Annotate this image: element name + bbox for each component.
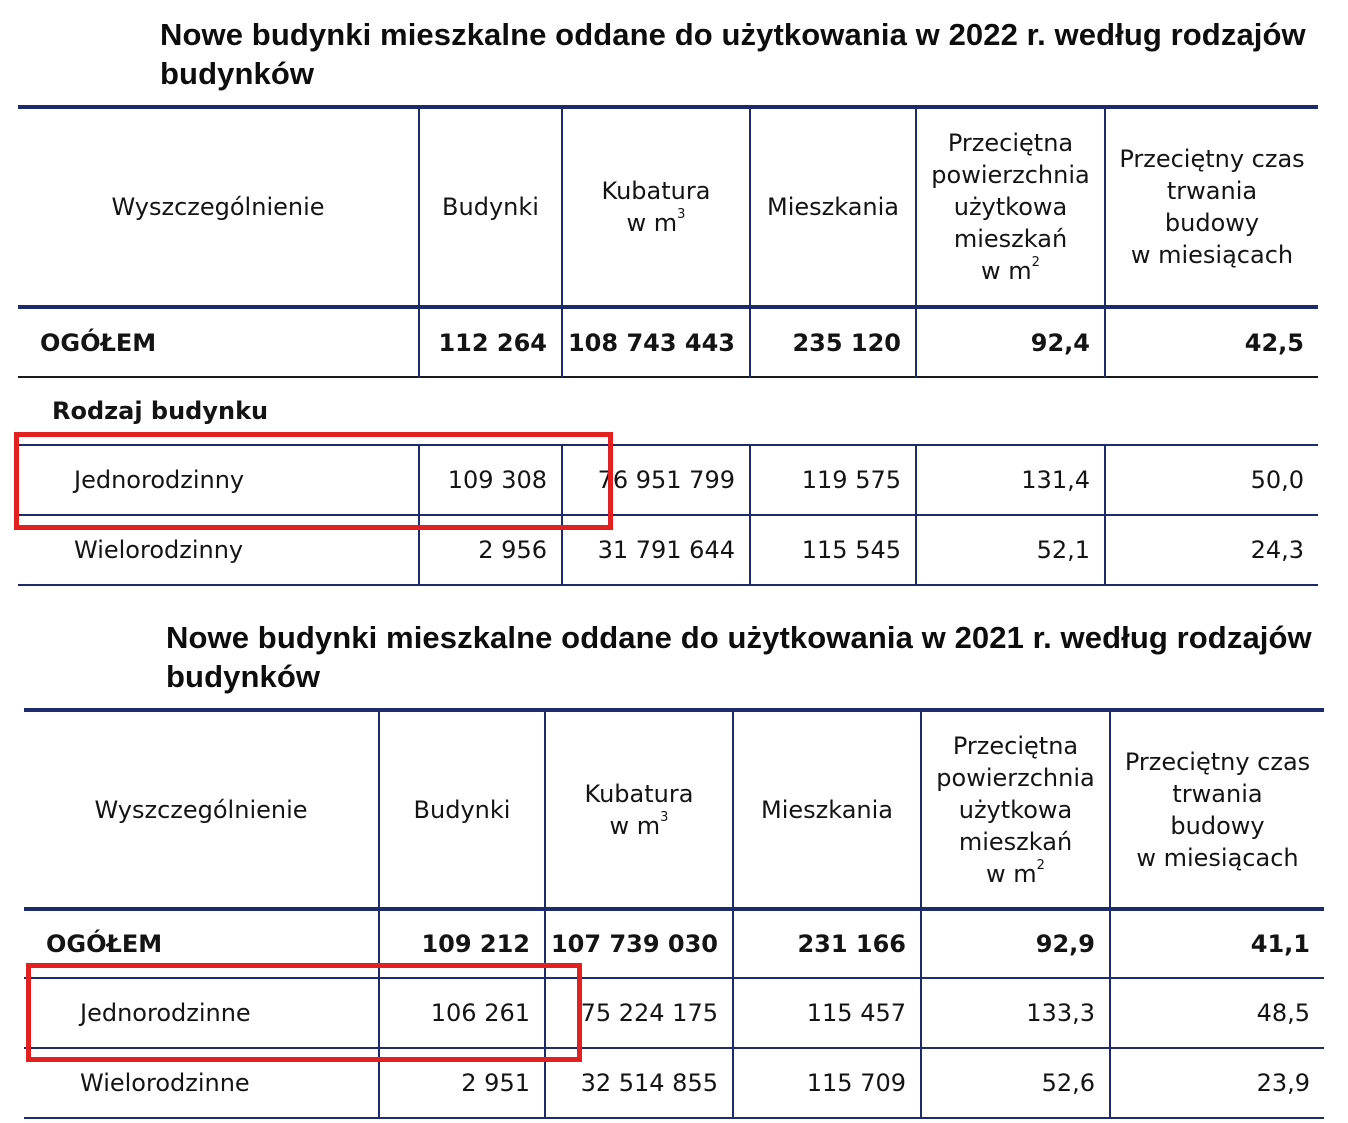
header-powierzchnia	[921, 710, 1110, 909]
row-budynki: 2 951	[379, 1048, 545, 1118]
header-budynki: Budynki	[419, 107, 562, 307]
row-powierzchnia: 131,4	[916, 445, 1105, 515]
row-label: Jednorodzinny	[74, 466, 245, 494]
header-kubatura-sup: 3	[677, 207, 686, 222]
row-budynki: 2 956	[419, 515, 562, 585]
header-powierzchnia-line1: Przeciętna	[952, 731, 1079, 760]
row-label: Wielorodzinny	[74, 536, 244, 564]
header-kubatura-line1: Kubatura	[584, 779, 694, 808]
row-czas: 48,5	[1110, 978, 1324, 1048]
header-czas-line3: budowy	[1164, 209, 1260, 237]
row-powierzchnia: 52,1	[916, 515, 1105, 585]
row-label: Jednorodzinne	[80, 999, 251, 1027]
table-row	[24, 978, 1324, 1048]
header-kubatura-line2: w m	[626, 209, 678, 237]
table-row	[18, 515, 1318, 585]
row-powierzchnia: 133,3	[921, 978, 1110, 1048]
header-czas-line3: budowy	[1170, 811, 1265, 840]
table-row	[24, 1048, 1324, 1118]
row-czas: 24,3	[1105, 515, 1318, 585]
header-powierzchnia-sup: 2	[1036, 857, 1045, 873]
total-kubatura: 107 739 030	[545, 909, 733, 978]
header-kubatura	[545, 710, 733, 909]
row-budynki: 109 308	[419, 445, 562, 515]
row-kubatura: 76 951 799	[562, 445, 750, 515]
total-kubatura: 108 743 443	[562, 307, 750, 377]
header-powierzchnia-line3: użytkowa	[953, 193, 1068, 221]
stats-table-2022	[18, 105, 1318, 586]
row-powierzchnia: 52,6	[921, 1048, 1110, 1118]
total-mieszkania: 235 120	[750, 307, 916, 377]
row-kubatura: 31 791 644	[562, 515, 750, 585]
header-powierzchnia-line4: mieszkań	[958, 827, 1073, 856]
row-kubatura: 32 514 855	[545, 1048, 733, 1118]
total-row	[18, 307, 1318, 377]
header-czas-line4: w miesiącach	[1130, 241, 1294, 269]
row-mieszkania: 119 575	[750, 445, 916, 515]
header-row	[18, 107, 1318, 307]
header-powierzchnia-line1: Przeciętna	[947, 129, 1074, 157]
row-mieszkania: 115 545	[750, 515, 916, 585]
total-powierzchnia: 92,4	[916, 307, 1105, 377]
header-budynki: Budynki	[379, 710, 545, 909]
header-powierzchnia-sup: 2	[1031, 255, 1040, 270]
header-powierzchnia-line2: powierzchnia	[936, 763, 1095, 792]
row-label: Wielorodzinne	[80, 1069, 250, 1097]
stats-table-2021	[24, 708, 1324, 1119]
total-mieszkania: 231 166	[733, 909, 921, 978]
header-czas-budowy	[1105, 107, 1318, 307]
table-row	[18, 445, 1318, 515]
header-row	[24, 710, 1324, 909]
header-mieszkania: Mieszkania	[733, 710, 921, 909]
row-czas: 50,0	[1105, 445, 1318, 515]
header-kubatura-line2: w m	[609, 811, 661, 840]
section-row	[18, 377, 1318, 445]
total-label: OGÓŁEM	[40, 328, 157, 357]
total-budynki: 109 212	[379, 909, 545, 978]
total-row	[24, 909, 1324, 978]
header-powierzchnia	[916, 107, 1105, 307]
total-czas: 42,5	[1105, 307, 1318, 377]
header-czas-line2: trwania	[1166, 177, 1258, 205]
header-czas-line1: Przeciętny czas	[1124, 747, 1311, 776]
header-mieszkania: Mieszkania	[750, 107, 916, 307]
header-czas-line2: trwania	[1172, 779, 1263, 808]
header-kubatura	[562, 107, 750, 307]
row-mieszkania: 115 457	[733, 978, 921, 1048]
header-czas-line1: Przeciętny czas	[1119, 145, 1305, 173]
header-czas-line4: w miesiącach	[1136, 843, 1299, 872]
header-powierzchnia-line2: powierzchnia	[931, 161, 1090, 189]
total-label: OGÓŁEM	[46, 930, 163, 958]
header-kubatura-line1: Kubatura	[601, 177, 711, 205]
section-label: Rodzaj budynku	[52, 397, 269, 425]
row-mieszkania: 115 709	[733, 1048, 921, 1118]
header-wyszczegolnienie: Wyszczególnienie	[111, 193, 325, 221]
header-powierzchnia-line5: w m	[986, 859, 1037, 888]
row-budynki: 106 261	[379, 978, 545, 1048]
total-czas: 41,1	[1110, 909, 1324, 978]
header-kubatura-sup: 3	[660, 809, 669, 825]
header-czas-budowy	[1110, 710, 1324, 909]
total-powierzchnia: 92,9	[921, 909, 1110, 978]
table-title-2021: Nowe budynki mieszkalne oddane do użytkowania w 2021 r. według rodzajów budynków	[166, 620, 1312, 694]
table-title-2022: Nowe budynki mieszkalne oddane do użytkowania w 2022 r. według rodzajów budynków	[160, 17, 1306, 91]
row-czas: 23,9	[1110, 1048, 1324, 1118]
header-wyszczegolnienie: Wyszczególnienie	[94, 795, 308, 824]
row-kubatura: 75 224 175	[545, 978, 733, 1048]
header-powierzchnia-line5: w m	[981, 257, 1032, 285]
total-budynki: 112 264	[419, 307, 562, 377]
header-powierzchnia-line4: mieszkań	[953, 225, 1068, 253]
header-powierzchnia-line3: użytkowa	[958, 795, 1073, 824]
